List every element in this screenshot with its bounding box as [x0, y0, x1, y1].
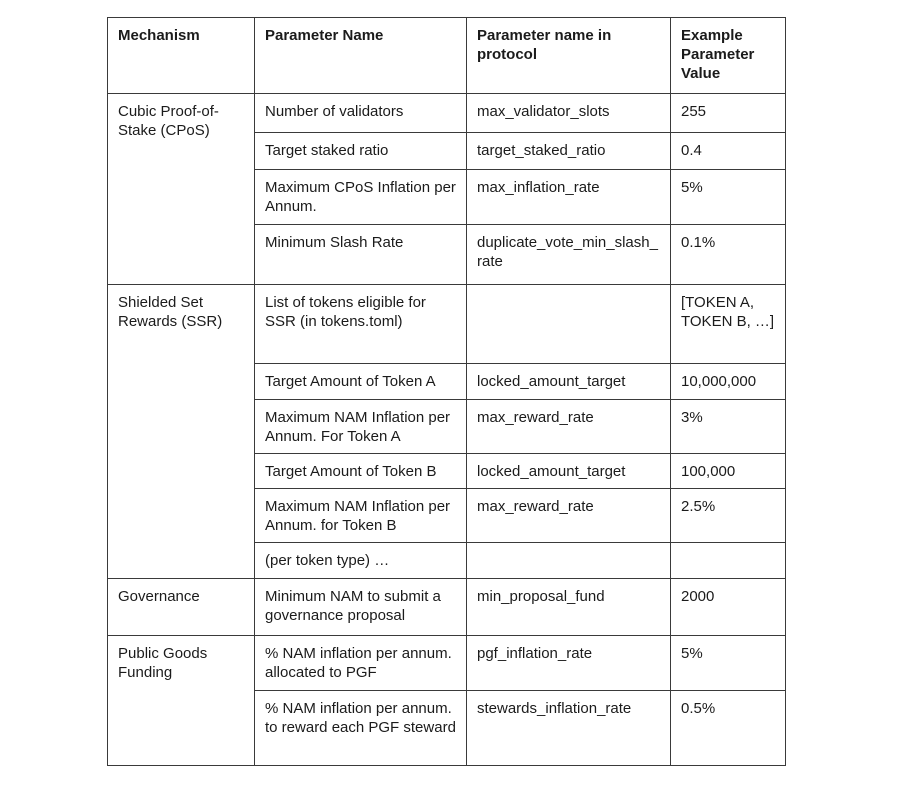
- protocol-name-cell: pgf_inflation_rate: [467, 636, 671, 691]
- example-value-cell: 0.5%: [671, 691, 786, 766]
- table-row: [108, 636, 786, 691]
- example-value-cell: 2000: [671, 579, 786, 636]
- example-value-cell: 0.4: [671, 133, 786, 170]
- parameters-table: [107, 17, 786, 766]
- protocol-name-cell: stewards_inflation_rate: [467, 691, 671, 766]
- protocol-name-cell: target_staked_ratio: [467, 133, 671, 170]
- example-value-cell: [671, 543, 786, 579]
- parameter-name-cell: Maximum NAM Inflation per Annum. for Token B: [255, 489, 467, 543]
- protocol-name-cell: locked_amount_target: [467, 364, 671, 400]
- mechanism-cell: Cubic Proof-of-Stake (CPoS): [108, 94, 255, 285]
- example-value-cell: 255: [671, 94, 786, 133]
- header-cell-example-value: Example Parameter Value: [671, 18, 786, 94]
- protocol-name-cell: duplicate_vote_min_slash_rate: [467, 225, 671, 285]
- parameter-name-cell: List of tokens eligible for SSR (in tokens.toml): [255, 285, 467, 364]
- example-value-cell: 3%: [671, 400, 786, 454]
- parameter-name-cell: Target Amount of Token A: [255, 364, 467, 400]
- parameter-name-cell: Target Amount of Token B: [255, 454, 467, 489]
- protocol-name-cell: max_validator_slots: [467, 94, 671, 133]
- example-value-cell: 5%: [671, 636, 786, 691]
- protocol-name-cell: max_reward_rate: [467, 489, 671, 543]
- parameter-name-cell: Minimum Slash Rate: [255, 225, 467, 285]
- example-value-cell: 5%: [671, 170, 786, 225]
- header-cell-parameter-name: Parameter Name: [255, 18, 467, 94]
- example-value-cell: 2.5%: [671, 489, 786, 543]
- mechanism-cell: Shielded Set Rewards (SSR): [108, 285, 255, 579]
- header-cell-mechanism: Mechanism: [108, 18, 255, 94]
- parameter-name-cell: Number of validators: [255, 94, 467, 133]
- parameters-table-container: [107, 17, 786, 766]
- example-value-cell: 0.1%: [671, 225, 786, 285]
- mechanism-cell: Public Goods Funding: [108, 636, 255, 766]
- protocol-name-cell: locked_amount_target: [467, 454, 671, 489]
- parameter-name-cell: Maximum CPoS Inflation per Annum.: [255, 170, 467, 225]
- protocol-name-cell: max_reward_rate: [467, 400, 671, 454]
- protocol-name-cell: max_inflation_rate: [467, 170, 671, 225]
- header-row: [108, 18, 786, 94]
- example-value-cell: 10,000,000: [671, 364, 786, 400]
- mechanism-cell: Governance: [108, 579, 255, 636]
- protocol-name-cell: [467, 543, 671, 579]
- table-row: [108, 285, 786, 364]
- parameter-name-cell: Target staked ratio: [255, 133, 467, 170]
- parameter-name-cell: (per token type) …: [255, 543, 467, 579]
- parameter-name-cell: % NAM inflation per annum. allocated to PGF: [255, 636, 467, 691]
- parameter-name-cell: Maximum NAM Inflation per Annum. For Token A: [255, 400, 467, 454]
- protocol-name-cell: min_proposal_fund: [467, 579, 671, 636]
- example-value-cell: 100,000: [671, 454, 786, 489]
- parameter-name-cell: Minimum NAM to submit a governance proposal: [255, 579, 467, 636]
- table-row: [108, 579, 786, 636]
- parameter-name-cell: % NAM inflation per annum. to reward each PGF steward: [255, 691, 467, 766]
- example-value-cell: [TOKEN A, TOKEN B, …]: [671, 285, 786, 364]
- table-row: [108, 94, 786, 133]
- protocol-name-cell: [467, 285, 671, 364]
- header-cell-protocol-name: Parameter name in protocol: [467, 18, 671, 94]
